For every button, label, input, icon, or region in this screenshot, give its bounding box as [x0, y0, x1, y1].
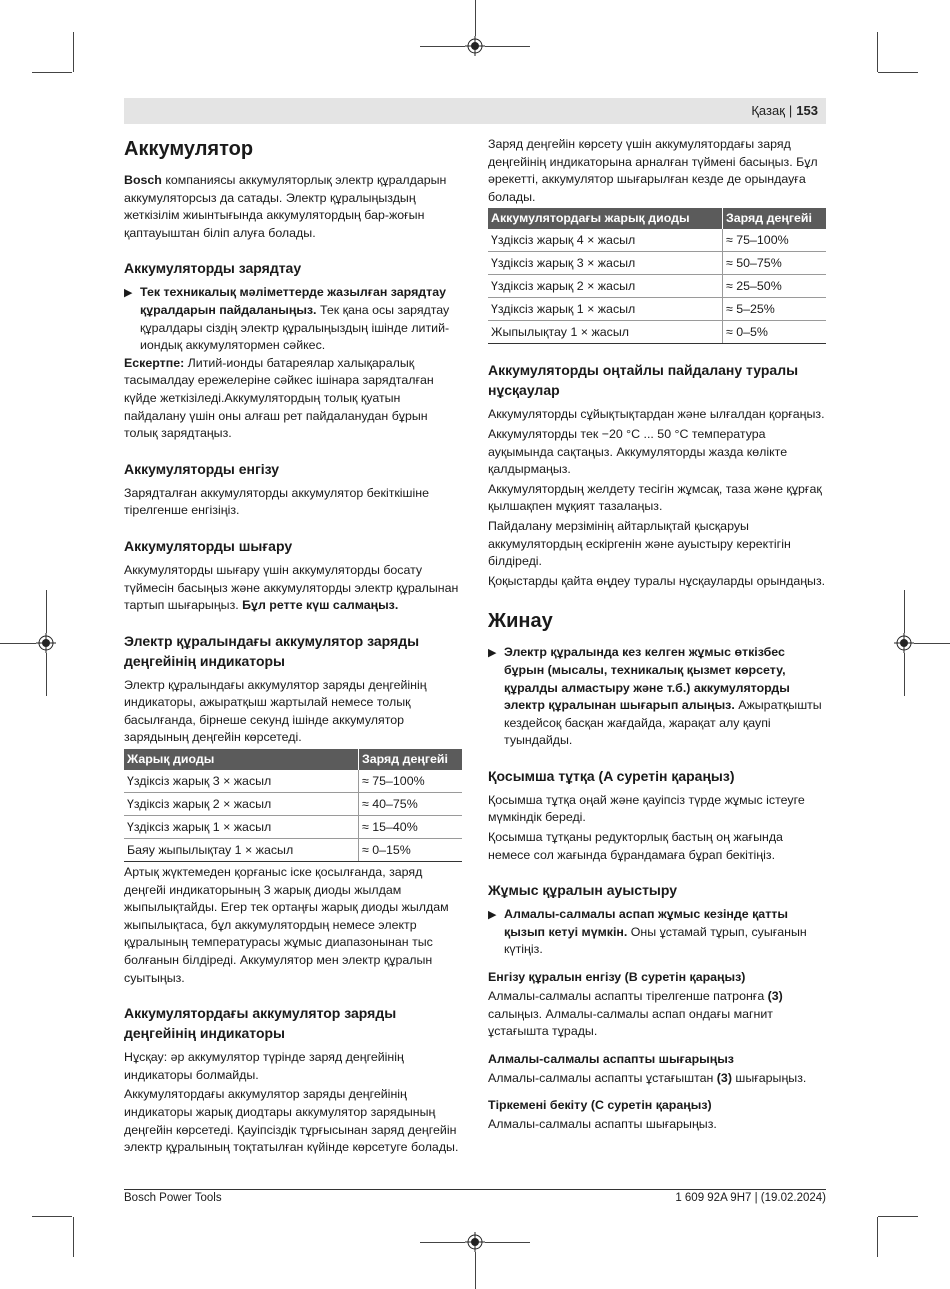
- heading-usage-tips: Аккумуляторды оңтайлы пайдалану туралы нұсқаулар: [488, 362, 799, 399]
- crop-mark: [46, 653, 47, 696]
- warning-body: Тек қана осы зарядтау құралдары сіздің электр құралыңыздың ішінде литий-иондық аккумулятормен сәйкес.: [140, 302, 450, 353]
- table-header-row: [124, 749, 462, 770]
- warning-text: [140, 284, 462, 354]
- warning-text: [504, 644, 826, 750]
- tool-charge-table: [124, 749, 462, 862]
- press-button-text: Заряд деңгейін көрсету үшін аккумулятордағы заряд деңгейінің индикаторына арналған түймені басыңыз. Бұл әрекетті, аккумулятор шығарылған кезде де орындауға болады.: [488, 137, 818, 204]
- table-cell: Үздіксіз жарық 2 × жасыл: [124, 793, 359, 816]
- registration-mark-icon: [36, 633, 56, 653]
- crop-mark: [475, 0, 476, 36]
- intro-brand: Bosch: [124, 173, 162, 187]
- crop-mark: [485, 46, 530, 47]
- intro-paragraph: [124, 172, 462, 242]
- warning-bullet-charger: [124, 284, 462, 354]
- crop-mark: [914, 643, 950, 644]
- insert-tool-text: Алмалы-салмалы аспапты тірелгенше патронға: [488, 989, 768, 1004]
- heading-battery-charge-indicator: Аккумулятордағы аккумулятор заряды деңгейінің индикаторы: [124, 1005, 397, 1042]
- warning-bold: Электр құралында кез келген жұмыс өткізбес бұрын (мысалы, техникалық қызмет көрсету, құралды алмастыру және т.б.) аккумуляторды электр құралынан шығарып алыңыз.: [504, 645, 790, 713]
- table-row: [124, 816, 462, 839]
- remove-battery-text: Аккумуляторды шығару үшін аккумуляторды босату түймесін басыңыз және аккумуляторды электр құралынан тартып шығарыңыз.: [124, 562, 459, 613]
- header-language: Қазақ: [751, 103, 785, 118]
- table-cell: Үздіксіз жарық 1 × жасыл: [124, 816, 359, 839]
- crop-mark: [32, 1216, 72, 1217]
- note-text: Литий-ионды батареялар халықаралық тасымалдау ережелеріне сәйкес ішінара зарядталған күйде жеткізіледі.Аккумулятордың толық қуатын пайдалану үшін оны алғаш рет пайдаланудан бұрын толық зарядтаңыз.: [124, 355, 434, 441]
- handle-paragraph: Қосымша тұтқаны редукторлық бастың оң жағында немесе сол жағында бұрандамаға бұрап бекітіңіз.: [488, 830, 783, 862]
- handle-paragraph: Қосымша тұтқа оңай және қауіпсіз түрде жұмыс істеуге мүмкіндік береді.: [488, 792, 805, 825]
- battery-indicator-text: Аккумулятордағы аккумулятор заряды деңгейінің индикаторы жарық диодтары аккумулятор зарядының деңгейін көрсетеді. Қауіпсіздік тұрғысынан заряд деңгейін электр құралының тоқтатылған күйінде көрсетуге болады.: [124, 1087, 459, 1155]
- heading-remove-battery: Аккумуляторды шығару: [124, 537, 293, 554]
- table-cell: ≈ 15–40%: [359, 816, 463, 839]
- heading-insert-tool: Енгізу құралын енгізу (B суретін қараңыз): [488, 970, 746, 985]
- crop-mark: [32, 72, 72, 73]
- crop-mark: [46, 590, 47, 633]
- triangle-bullet-icon: ▶: [488, 909, 497, 922]
- right-column: [488, 136, 826, 1136]
- crop-mark: [878, 1216, 918, 1217]
- triangle-bullet-icon: ▶: [124, 287, 133, 300]
- table-row: [488, 298, 826, 321]
- table-cell: Үздіксіз жарық 1 × жасыл: [488, 298, 723, 321]
- intro-text: компаниясы аккумуляторлық электр құралдарын аккумуляторсыз да сатады. Электр құралыңыздың жеткізілім жиынтығында аккумулятордың бар-жоғын қаптауыштан біліп алуға болады.: [124, 173, 447, 240]
- warning-body: Оны ұстамай тұрып, суығанын күтіңіз.: [504, 924, 807, 957]
- table-row: [124, 839, 462, 862]
- insert-battery-text: Зарядталған аккумуляторды аккумулятор бекіткішіне тірелгенше енгізіңіз.: [124, 485, 429, 518]
- crop-mark: [904, 653, 905, 696]
- footer-rule: [124, 1189, 826, 1190]
- note-paragraph: [124, 355, 462, 443]
- heading-change-tool: Жұмыс құралын ауыстыру: [488, 882, 678, 899]
- attach-text: Алмалы-салмалы аспапты шығарыңыз.: [488, 1117, 717, 1132]
- warning-bullet-assembly: [488, 644, 826, 750]
- overload-text: Артық жүктемеден қорғаныс іске қосылғанда, заряд деңгейі индикаторының 3 жарық диоды жылдам жыпылықтайды. Егер тек ортаңғы жарық диоды жылдам жыпылықтаса, бұл аккумулятордың немесе электр құралының температурасы жұмыс диапазонынан тыс болғанын білдіреді. Аккумулятор мен электр құралын суытыңыз.: [124, 865, 449, 985]
- page-number: 153: [796, 103, 818, 118]
- table-header-row: [488, 208, 826, 229]
- table-cell: ≈ 75–100%: [723, 229, 827, 252]
- table-row: [124, 770, 462, 793]
- insert-tool-text: салыңыз. Алмалы-салмалы аспап ондағы магнит ұстағышта тұрады.: [488, 1006, 773, 1039]
- table-cell: ≈ 25–50%: [723, 275, 827, 298]
- crop-mark: [877, 1217, 878, 1257]
- warning-bold: Алмалы-салмалы аспап жұмыс кезінде қатты қызып кетуі мүмкін.: [504, 907, 788, 939]
- remove-tool-text: Алмалы-салмалы аспапты ұстағыштан: [488, 1070, 717, 1085]
- triangle-bullet-icon: ▶: [488, 647, 497, 660]
- registration-mark-icon: [465, 1232, 485, 1252]
- crop-mark: [485, 1242, 530, 1243]
- registration-mark-icon: [465, 36, 485, 56]
- table-cell: ≈ 5–25%: [723, 298, 827, 321]
- table-header-led: Аккумулятордағы жарық диоды: [488, 208, 723, 229]
- crop-mark: [878, 72, 918, 73]
- crop-mark: [73, 1217, 74, 1257]
- table-row: [488, 321, 826, 344]
- left-column: [124, 136, 462, 1159]
- part-ref: (3): [716, 1070, 732, 1085]
- usage-paragraph: Қоқыстарды қайта өңдеу туралы нұсқауларды орындаңыз.: [488, 573, 826, 588]
- table-header-led: Жарық диоды: [124, 749, 359, 770]
- footer-brand: Bosch Power Tools: [124, 1192, 222, 1204]
- crop-mark: [420, 46, 465, 47]
- table-row: [488, 275, 826, 298]
- table-row: [488, 229, 826, 252]
- crop-mark: [475, 1252, 476, 1289]
- insert-tool-paragraph: [488, 988, 826, 1041]
- table-cell: Үздіксіз жарық 3 × жасыл: [124, 770, 359, 793]
- crop-mark: [420, 1242, 465, 1243]
- registration-mark-icon: [894, 633, 914, 653]
- page-header: [124, 98, 826, 124]
- crop-mark: [904, 590, 905, 633]
- heading-aux-handle: Қосымша тұтқа (A суретін қараңыз): [488, 767, 735, 784]
- footer-doc-number: 1 609 92A 9H7 | (19.02.2024): [675, 1192, 826, 1204]
- table-header-level: Заряд деңгейі: [723, 208, 827, 229]
- warning-bold: Тек техникалық мәліметтерде жазылған зарядтау құралдарын пайдаланыңыз.: [140, 285, 447, 317]
- table-cell: ≈ 75–100%: [359, 770, 463, 793]
- remove-tool-paragraph: [488, 1070, 826, 1088]
- crop-mark: [73, 32, 74, 72]
- warning-body: Ажыратқышты кездейсоқ басқан жағдайда, жарақат алу қаупі туындайды.: [504, 698, 822, 748]
- table-cell: Баяу жыпылықтау 1 × жасыл: [124, 839, 359, 862]
- heading-insert-battery: Аккумуляторды енгізу: [124, 460, 280, 477]
- section-title-battery: Аккумулятор: [124, 138, 254, 160]
- remove-battery-paragraph: [124, 562, 462, 615]
- usage-paragraph: Аккумуляторды сұйықтықтардан және ылғалдан қорғаңыз.: [488, 407, 825, 422]
- crop-mark: [0, 643, 36, 644]
- remove-tool-text: шығарыңыз.: [731, 1070, 807, 1085]
- heading-charging: Аккумуляторды зарядтау: [124, 260, 302, 277]
- table-row: [124, 793, 462, 816]
- table-row: [488, 252, 826, 275]
- battery-charge-table: [488, 208, 826, 344]
- warning-text: [504, 906, 826, 959]
- header-separator: |: [788, 103, 793, 118]
- table-cell: Үздіксіз жарық 2 × жасыл: [488, 275, 723, 298]
- heading-tool-charge-indicator: Электр құралындағы аккумулятор заряды деңгейінің индикаторы: [124, 632, 420, 669]
- usage-paragraph: Пайдалану мерзімінің айтарлықтай қысқаруы аккумулятордың ескіргенін және ауыстыру керектігін білдіреді.: [488, 518, 791, 569]
- usage-paragraph: Аккумулятордың желдету тесігін жұмсақ, таза және құрғақ қылшақпен мұқият тазалаңыз.: [488, 481, 822, 514]
- table-cell: Жыпылықтау 1 × жасыл: [488, 321, 723, 344]
- table-header-level: Заряд деңгейі: [359, 749, 463, 770]
- tool-indicator-text: Электр құралындағы аккумулятор заряды деңгейінің индикаторы, ажыратқыш жартылай немесе толық басылғанда, бірнеше секунд ішінде аккумулятор зарядының деңгейін көрсетеді.: [124, 677, 427, 745]
- usage-paragraph: Аккумуляторды тек −20 °C ... 50 °C температура ауқымында сақтаңыз. Аккумуляторды жазда көлікте қалдырмаңыз.: [488, 426, 788, 477]
- note-label: Ескертпе:: [124, 355, 185, 370]
- battery-indicator-note: Нұсқау: әр аккумулятор түрінде заряд деңгейінің индикаторы болмайды.: [124, 1050, 404, 1082]
- table-cell: Үздіксіз жарық 4 × жасыл: [488, 229, 723, 252]
- warning-bullet-hot-tool: [488, 906, 826, 959]
- table-cell: ≈ 40–75%: [359, 793, 463, 816]
- table-cell: Үздіксіз жарық 3 × жасыл: [488, 252, 723, 275]
- part-ref: (3): [767, 989, 783, 1004]
- section-title-assembly: Жинау: [488, 610, 553, 633]
- table-cell: ≈ 0–15%: [359, 839, 463, 862]
- table-cell: ≈ 50–75%: [723, 252, 827, 275]
- header-text: [751, 103, 818, 118]
- heading-attach: Тіркемені бекіту (C суретін қараңыз): [488, 1098, 712, 1113]
- crop-mark: [877, 32, 878, 72]
- table-cell: ≈ 0–5%: [723, 321, 827, 344]
- remove-battery-bold: Бұл ретте күш салмаңыз.: [242, 598, 399, 613]
- heading-remove-tool: Алмалы-салмалы аспапты шығарыңыз: [488, 1051, 734, 1066]
